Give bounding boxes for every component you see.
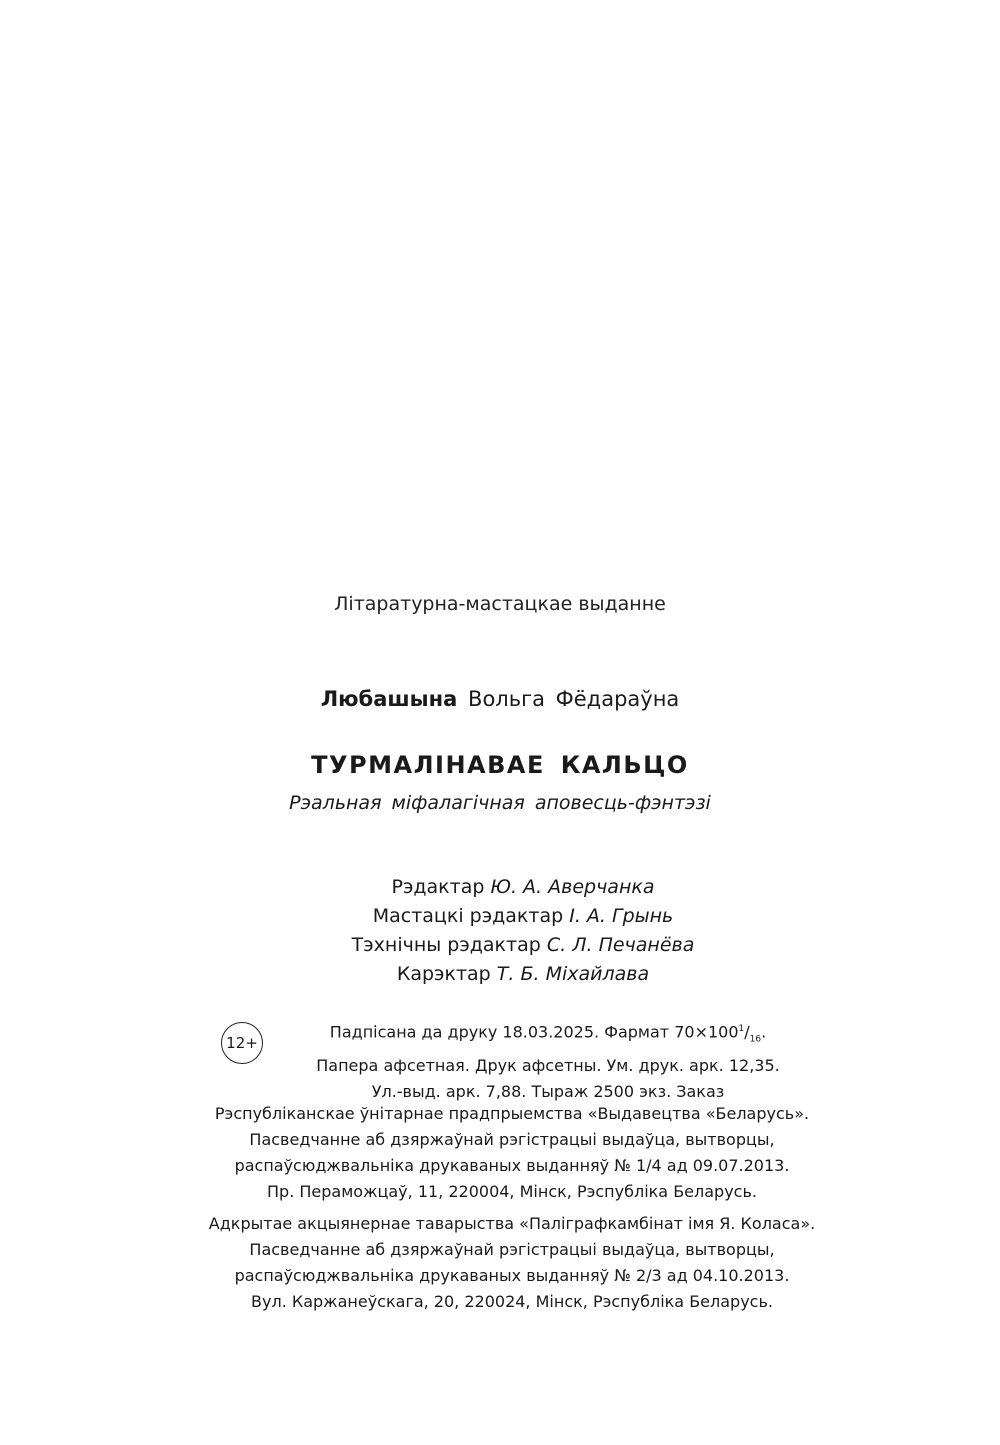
publisher-line: распаўсюджвальніка друкаваных выданняў № 1/4 ад 09.07.2013. [234,1156,790,1175]
credit-person: Ю. А. Аверчанка [490,876,655,898]
printer-line: Вул. Каржанеўскага, 20, 220024, Мінск, Рэспубліка Беларусь. [251,1292,773,1311]
book-subtitle: Рэальная міфалагічная аповесць-фэнтэзі [289,792,711,814]
age-rating-badge: 12+ [221,1022,263,1064]
credit-role: Карэктар [396,963,491,985]
credit-role: Мастацкі рэдактар [372,905,564,927]
credit-person: С. Л. Печанёва [546,934,695,956]
publisher-line: Пасведчанне аб дзяржаўнай рэгістрацыі выдаўца, вытворцы, [249,1130,775,1149]
book-title: ТУРМАЛІНАВАЕ КАЛЬЦО [311,751,689,779]
print-info-line: Падпісана да друку 18.03.2025. Фармат $70\times 100^1/_{16}$. [329,1022,767,1045]
printer-line: Адкрытае акцыянернае таварыства «Паліграфкамбінат імя Я. Коласа». [208,1214,816,1233]
format-numerator: 1 [738,1024,745,1034]
credit-editor [0,873,1000,902]
credit-role: Тэхнічны рэдактар [351,934,541,956]
edition-genre: Літаратурна-мастацкае выданне [334,593,666,615]
printer-info [0,1211,1000,1315]
print-info-punct: . [761,1022,767,1042]
credit-technical-editor [0,931,1000,960]
credit-art-editor [0,902,1000,931]
publisher-info [0,1101,1000,1205]
author-name [0,687,1000,711]
print-signed-format: Падпісана да друку 18.03.2025. Фармат 70×100 [329,1022,739,1042]
format-denominator: 16 [749,1034,762,1045]
printer-line: Пасведчанне аб дзяржаўнай рэгістрацыі выдаўца, вытворцы, [249,1240,775,1259]
print-info [270,1016,826,1105]
author-given-names: Вольга Фёдараўна [468,687,680,711]
publisher-line: Рэспубліканскае ўнітарнае прадпрыемства «Выдавецтва «Беларусь». [214,1104,810,1123]
print-info-line: Папера афсетная. Друк афсетны. Ум. друк. арк. 12,35. [316,1055,780,1075]
credit-person: І. А. Грынь [569,905,674,927]
credits-block [0,873,1000,989]
publisher-line: Пр. Пераможцаў, 11, 220004, Мінск, Рэспубліка Беларусь. [267,1182,757,1201]
author-surname: Любашына [320,687,458,711]
credit-person: Т. Б. Міхайлава [496,963,650,985]
credit-role: Рэдактар [391,876,485,898]
print-info-line: Ул.-выд. арк. 7,88. Тыраж 2500 экз. Заказ [371,1081,725,1101]
credit-proofreader [0,960,1000,989]
printer-line: распаўсюджвальніка друкаваных выданняў № 2/3 ад 04.10.2013. [234,1266,790,1285]
